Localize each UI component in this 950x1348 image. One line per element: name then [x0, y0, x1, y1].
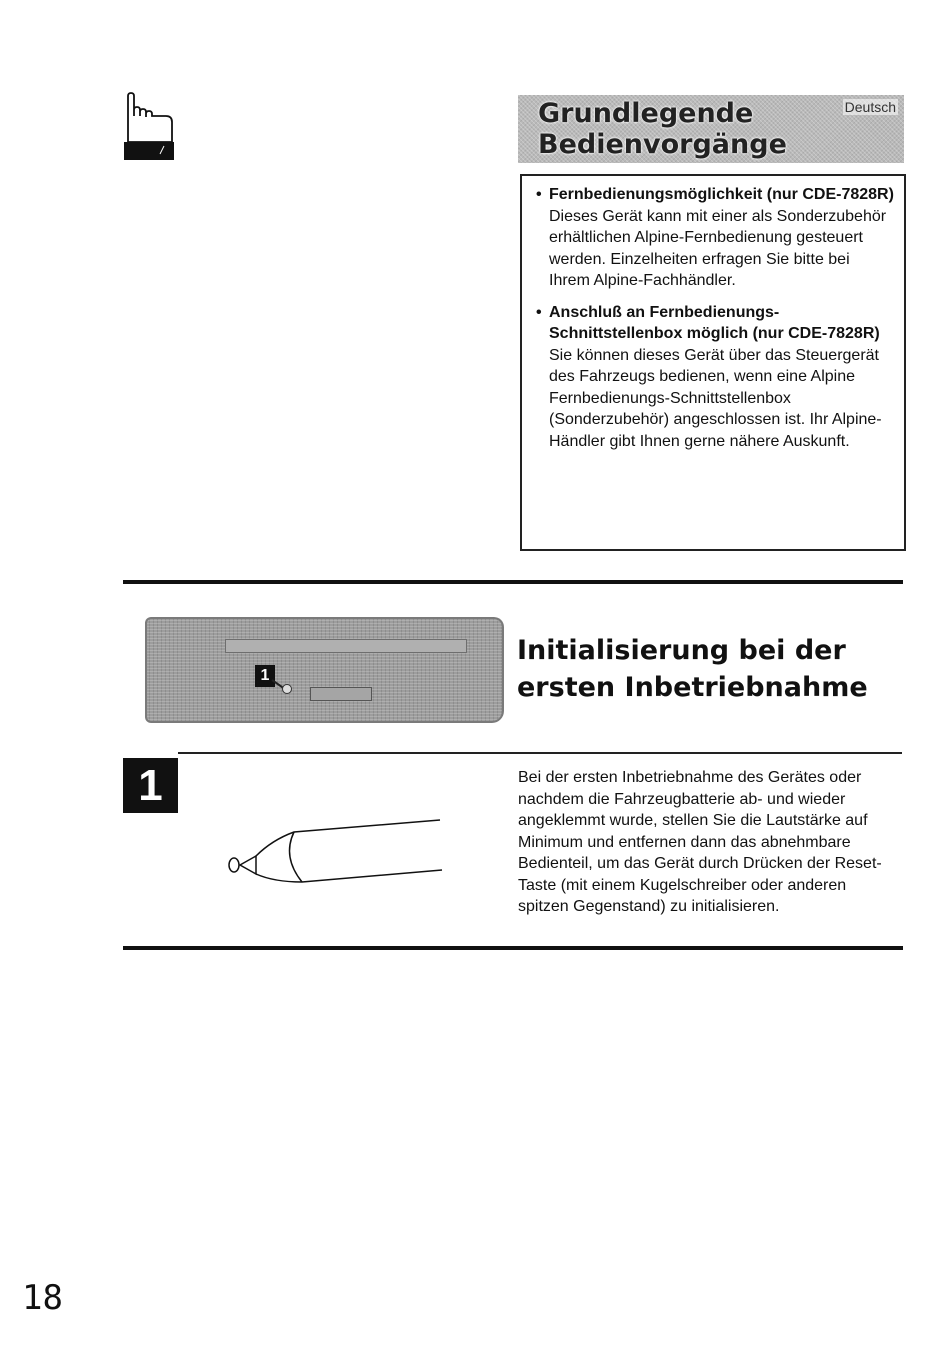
section-title-line-2: ersten Inbetriebnahme [517, 672, 868, 703]
info-item-text: Dieses Gerät kann mit einer als Sonderzubehör erhältlichen Alpine-Fernbedienung gesteuert werden. Einzelheiten erfragen Sie bitte bei Ihrem Alpine-Fachhändler. [549, 207, 887, 289]
bullet-icon: • [536, 303, 542, 321]
device-step-marker: 1 [255, 665, 275, 687]
page-number: 18 [22, 1278, 63, 1318]
title-line-2: Bedienvorgänge [538, 129, 787, 160]
pointing-hand-icon [122, 92, 176, 162]
section-end-divider [123, 946, 903, 950]
info-item-heading: Anschluß an Fernbedienungs-Schnittstellenbox möglich (nur CDE-7828R) [549, 303, 880, 342]
step-divider [178, 752, 902, 754]
info-box [520, 174, 906, 551]
section-title-line-1: Initialisierung bei der [517, 635, 846, 666]
language-label: Deutsch [844, 99, 896, 115]
info-item-text: Sie können dieses Gerät über das Steuergerät des Fahrzeugs bedienen, wenn eine Alpine Fernbedienungs-Schnittstellenbox (Sonderzubehör) angeschlossen ist. Ihr Alpine-Händler gibt Ihnen gerne nähere Auskunft. [549, 346, 882, 450]
info-item [534, 184, 894, 292]
device-front-image [145, 617, 504, 723]
title-line-1: Grundlegende [538, 98, 754, 129]
page-title [538, 98, 787, 160]
reset-button-icon [282, 684, 292, 694]
ballpoint-pen-icon [222, 812, 450, 892]
step-instructions: Bei der ersten Inbetriebnahme des Gerätes oder nachdem die Fahrzeugbatterie ab- und wieder angeklemmt wurde, stellen Sie die Lautstärke auf Minimum und entfernen dann das abnehmbare Bedienteil, um das Gerät durch Drücken der Reset-Taste (mit einem Kugelschreiber oder anderen spitzen Gegenstand) zu initialisieren. [518, 769, 882, 915]
disc-slot [225, 639, 467, 653]
section-divider [123, 580, 903, 584]
bullet-icon: • [536, 186, 542, 203]
info-item-heading: Fernbedienungsmöglichkeit (nur CDE-7828R) [549, 186, 894, 203]
info-item [534, 302, 894, 453]
front-panel-strip [310, 687, 372, 701]
section-header [518, 95, 904, 163]
step-number-badge: 1 [123, 758, 178, 813]
section-title [517, 632, 917, 706]
